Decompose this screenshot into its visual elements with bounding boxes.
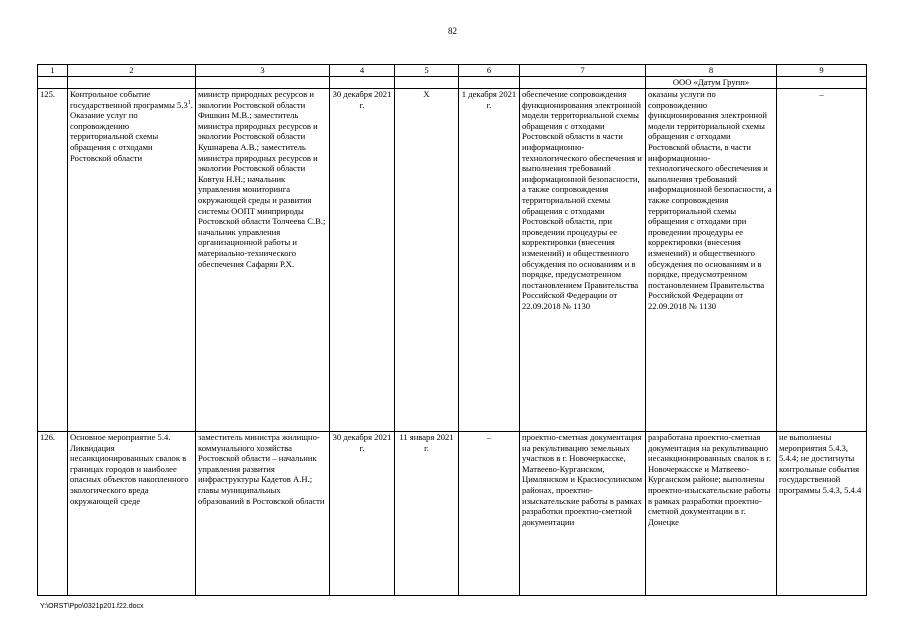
col-header-9: 9 [777,65,867,77]
plan-date-cell: 30 декабря 2021 г. [330,432,395,596]
col-header-7: 7 [520,65,646,77]
notes-cell: – [777,89,867,432]
date-cell-6: – [459,432,520,596]
continuation-row [38,77,867,89]
expected-result-cell: проектно-сметная документация на рекультивацию земельных участков в г. Новочеркасске, Матвеево-Курганском, Цимлянском и Красносулинском районах, проектно-изыскательские работы в рамках разработки проектно-сметной документации [520,432,646,596]
responsible-cell: заместитель министра жилищно-коммунального хозяйства Ростовской области – начальник управления развития инфраструктуры Кадетов А.Н.; главы муниципальных образований в Ростовской области [196,432,330,596]
plan-date-cell: 30 декабря 2021 г. [330,89,395,432]
col-header-3: 3 [196,65,330,77]
report-table [37,64,867,596]
col-header-6: 6 [459,65,520,77]
row-number: 126. [38,432,68,596]
col-header-8: 8 [646,65,777,77]
event-cell: Основное мероприятие 5.4. Ликвидация несанкционированных свалок в границах городов и наиболее опасных объектов накопленного экологического вреда окружающей среде [68,432,196,596]
row-number: 125. [38,89,68,432]
table-row [38,432,867,596]
col-header-5: 5 [395,65,459,77]
file-path-footer: Y:\ORST\Ppo\0321p201.f22.docx [40,603,144,610]
continuation-text: ООО «Датум Групп» [646,77,777,89]
date-cell-5: Х [395,89,459,432]
column-number-row [38,65,867,77]
responsible-cell: министр природных ресурсов и экологии Ростовской области Фишкин М.В.; заместитель министра природных ресурсов и экологии Ростовской области Кушнарева А.В.; заместитель министра природных ресурсов и экологии Ростовской области Ковтун Н.Н.; начальник управления мониторинга окружающей среды и развития системы ООПТ минприроды Ростовской области Толчеева С.В.; начальник управления организационной работы и материально-технического обеспечения Сафарян Р.Х. [196,89,330,432]
col-header-2: 2 [68,65,196,77]
page-number: 82 [448,26,457,36]
date-cell-5: 11 января 2021 г. [395,432,459,596]
notes-cell: не выполнены мероприятия 5.4.3, 5.4.4; не достигнуты контрольные события государственной программы 5.4.3, 5.4.4 [777,432,867,596]
col-header-4: 4 [330,65,395,77]
event-cell: Контрольное событие государственной программы $5.3^1$. Оказание услуг по сопровождению территориальной схемы обращения с отходами Ростовской области [68,89,196,432]
expected-result-cell: обеспечение сопровождения функционирования электронной модели территориальной схемы обращения с отходами Ростовской области в части информационно-технологического обеспечения и выполнения требований информационной безопасности, а также сопровождения территориальной схемы обращения с отходами Ростовской области, при проведении процедуры ее корректировки (внесения изменений) и общественного обсуждения по основаниям и в порядке, предусмотренном постановлением Правительства Российской Федерации от 22.09.2018 № 1130 [520,89,646,432]
col-header-1: 1 [38,65,68,77]
actual-result-cell: разработана проектно-сметная документация на рекультивацию несанкционированных свалок в г. Новочеркасске и Матвеево-Курганском районе; выполнены проектно-изыскательские работы в рамках разработки проектно-сметной документации в г. Донецке [646,432,777,596]
table-row [38,89,867,432]
date-cell-6: 1 декабря 2021 г. [459,89,520,432]
actual-result-cell: оказаны услуги по сопровождению функционирования электронной модели территориальной схемы обращения с отходами Ростовской области, в части информационно-технологического обеспечения и выполнения требований информационной безопасности, а также сопровождения территориальной схемы обращения с отходами при проведении процедуры ее корректировки (внесения изменений) и общественного обсуждения по основаниям и в порядке, предусмотренном постановлением Правительства Российской Федерации от 22.09.2018 № 1130 [646,89,777,432]
